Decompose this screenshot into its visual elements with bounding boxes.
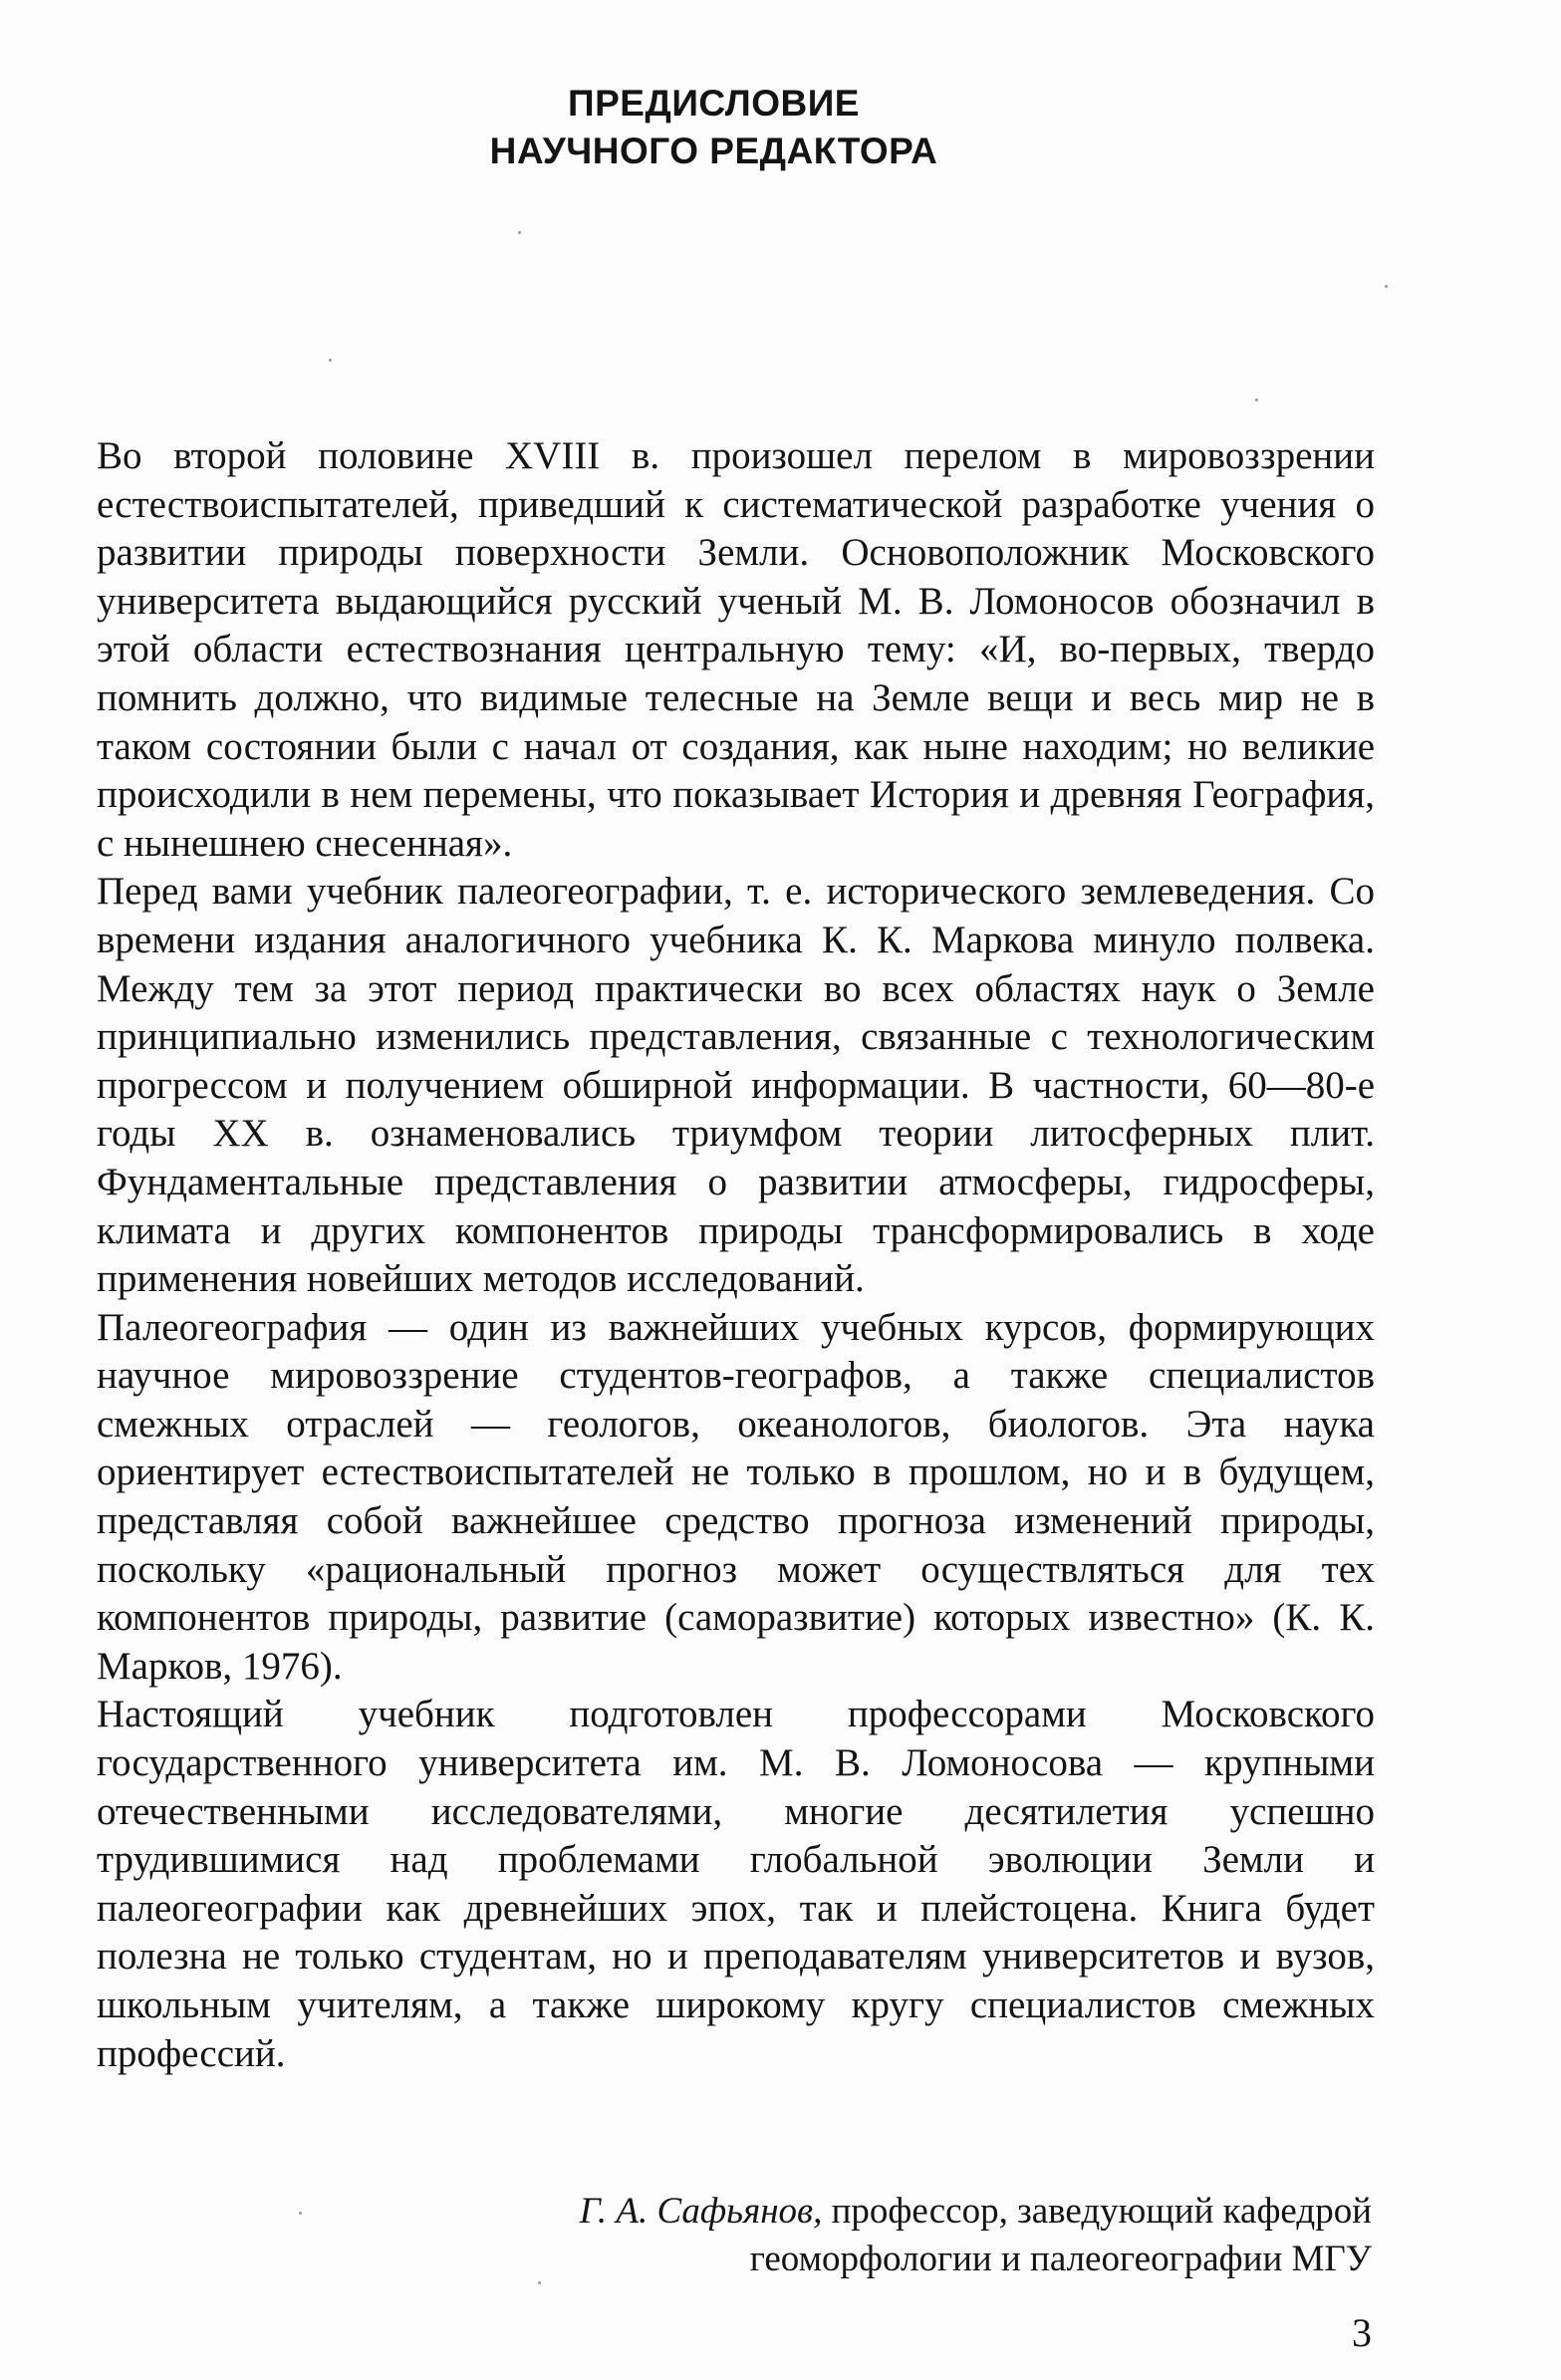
scan-speck	[329, 359, 332, 362]
signature-block	[276, 2188, 1372, 2283]
scan-speck	[538, 2281, 541, 2284]
paragraph: Палеогеография — один из важнейших учебных курсов, формирующих научное мировоззрение студентов-географов, а также специалистов смежных отраслей — геологов, океанологов, биологов. Эта наука ориентирует естествоиспытателей не только в прошлом, но и в будущем, представляя собой важнейшее средство прогноза изменений природы, поскольку «рациональный прогноз может осуществляться для тех компонентов природы, развитие (саморазвитие) которых известно» (К. К. Марков, 1976).	[97, 1305, 1375, 1688]
signature-line-1	[276, 2188, 1372, 2236]
paragraph: Настоящий учебник подготовлен профессорами Московского государственного университета им. М. В. Ломоносова — крупными отечественными исследователями, многие десятилетия успешно трудившимися над проблемами глобальной эволюции Земли и палеогеографии как древнейших эпох, так и плейстоцена. Книга будет полезна не только студентам, но и преподавателям университетов и вузов, школьным учителям, а также широкому кругу специалистов смежных профессий.	[97, 1693, 1375, 2075]
page-title	[0, 80, 1428, 175]
scan-speck	[1255, 398, 1258, 401]
paragraph: Перед вами учебник палеогеографии, т. е. исторического землеведения. Со времени издания аналогичного учебника К. К. Маркова минуло полвека. Между тем за этот период практически во всех областях наук о Земле принципиально изменились представления, связанные с технологическим прогрессом и получением обширной информации. В частности, 60—80-е годы XX в. ознаменовались триумфом теории литосферных плит. Фундаментальные представления о развитии атмосферы, гидросферы, климата и других компонентов природы трансформировались в ходе применения новейших методов исследований.	[97, 870, 1375, 1301]
title-line-2: НАУЧНОГО РЕДАКТОРА	[489, 131, 938, 171]
author-name: Г. А. Сафьянов,	[579, 2191, 823, 2232]
paragraph: Во второй половине XVIII в. произошел перелом в мировоззрении естествоиспытателей, приведший к систематической разработке учения о развитии природы поверхности Земли. Основоположник Московского университета выдающийся русский ученый М. В. Ломоносов обозначил в этой области естествознания центральную тему: «И, во-первых, твердо помнить должно, что видимые телесные на Земле вещи и весь мир не в таком состоянии были с начал от создания, как ныне находим; но великие происходили в нем перемены, что показывает История и древняя География, с нынешнею снесенная».	[97, 434, 1375, 865]
scan-speck	[1385, 285, 1388, 288]
title-line-1: ПРЕДИСЛОВИЕ	[568, 83, 860, 124]
scan-speck	[299, 2212, 302, 2215]
main-text	[97, 432, 1375, 2078]
signature-line-2: геоморфологии и палеогеографии МГУ	[749, 2239, 1372, 2279]
page-number: 3	[1352, 2310, 1372, 2355]
author-position: профессор, заведующий кафедрой	[822, 2191, 1372, 2232]
scan-speck	[518, 231, 521, 234]
